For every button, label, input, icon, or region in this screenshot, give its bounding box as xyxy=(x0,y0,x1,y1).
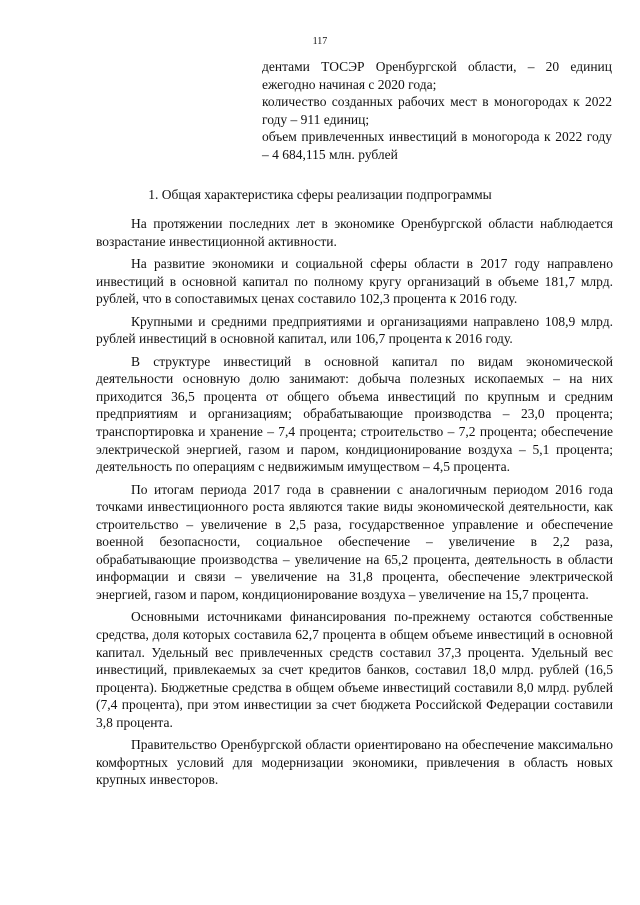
paragraph: Основными источниками финансирования по-прежнему остаются собственные средства, доля которых составила 62,7 процента в общем объеме инвестиций в основной капитал. Удельный вес привлеченных средств составил 37,3 процента. Удельный вес инвестиций, привлекаемых за счет кредитов банков, составил 18,0 млрд. рублей (16,5 процента). Бюджетные средства в общем объеме инвестиций составили 8,0 млрд. рублей (7,4 процента), при этом инвестиции за счет бюджета Российской Федерации составили 3,8 процента. xyxy=(96,609,613,730)
paragraph: На развитие экономики и социальной сферы области в 2017 году направлено инвестиций в основной капитал по полному кругу организаций в объеме 181,7 млрд. рублей, что в сопоставимых ценах составило 102,3 процента к 2016 году. xyxy=(96,256,613,307)
paragraph: Крупными и средними предприятиями и организациями направлено 108,9 млрд. рублей инвестиций в основной капитал, или 106,7 процента к 2016 году. xyxy=(96,313,613,347)
section-title: 1. Общая характеристика сферы реализации подпрограммы xyxy=(148,187,492,202)
paragraph: В структуре инвестиций в основной капитал по видам экономической деятельности основную долю занимают: добыча полезных ископаемых – на них приходится 36,5 процента от общего объема инвестиций по крупным и средним предприятиям и организациям; обрабатывающие производства – 23,0 процента; транспортировка и хранение – 7,4 процента; строительство – 7,2 процента; обеспечение электрической энергией, газом и паром, кондиционирование воздуха – 5,1 процента; деятельность по операциям с недвижимым имуществом – 4,5 процента. xyxy=(96,353,613,475)
intro-list xyxy=(262,58,612,163)
body-text xyxy=(96,215,613,794)
intro-item: дентами ТОСЭР Оренбургской области, – 20 единиц ежегодно начиная с 2020 года; xyxy=(262,59,612,92)
paragraph: Правительство Оренбургской области ориентировано на обеспечение максимально комфортных условий для модернизации экономики, привлечения в область новых крупных инвесторов. xyxy=(96,737,613,788)
intro-item: объем привлеченных инвестиций в моногорода к 2022 году – 4 684,115 млн. рублей xyxy=(262,129,612,162)
paragraph: На протяжении последних лет в экономике Оренбургской области наблюдается возрастание инвестиционной активности. xyxy=(96,216,613,249)
page-number: 117 xyxy=(312,36,328,47)
paragraph: По итогам периода 2017 года в сравнении с аналогичным периодом 2016 года точками инвестиционного роста являются такие виды экономической деятельности, как строительство – увеличение в 2,5 раза, государственное управление и обеспечение военной безопасности, социальное обеспечение – увеличение в 2,2 раза, обрабатывающие производства – увеличение на 65,2 процента, деятельность в области информации и связи – увеличение на 31,8 процента, обеспечение электрической энергией, газом и паром, кондиционирование воздуха – увеличение на 15,7 процента. xyxy=(96,481,613,602)
intro-item: количество созданных рабочих мест в моногородах к 2022 году – 911 единиц; xyxy=(262,94,612,127)
